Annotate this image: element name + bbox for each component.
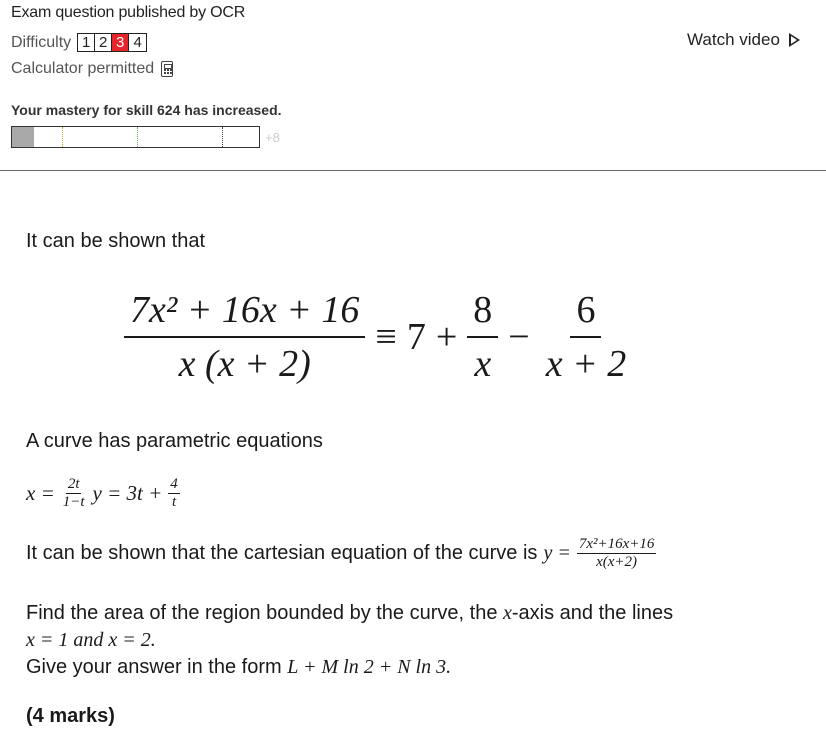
cartesian-line (26, 536, 656, 571)
identity-plus: + (435, 316, 458, 358)
param-y-fraction (168, 476, 180, 511)
fraction-1-denominator: x (474, 343, 492, 385)
calculator-row (11, 60, 173, 78)
answer-form-line (26, 656, 451, 679)
identity-lhs-numerator: 7x² + 16x + 16 (124, 288, 365, 338)
difficulty-label: Difficulty (11, 33, 72, 51)
difficulty-scale (77, 33, 147, 52)
mastery-marker-3 (222, 127, 223, 147)
identity-equiv: ≡ (375, 316, 397, 358)
find-x-symbol: x (503, 602, 512, 624)
find-text-part-1: Find the area of the region bounded by the curve, the (26, 602, 498, 624)
cartesian-numerator: 7x²+16x+16 (578, 536, 655, 552)
identity-fraction-2 (540, 288, 633, 386)
question-source: Exam question published by OCR (11, 4, 246, 21)
cartesian-denominator: x(x+2) (596, 554, 638, 570)
cartesian-text: It can be shown that the cartesian equation of the curve is (26, 542, 538, 564)
answer-form-text: Give your answer in the form (26, 656, 282, 678)
mastery-bar (11, 126, 260, 148)
param-x-fraction (61, 476, 87, 511)
mastery-message: Your mastery for skill 624 has increased. (11, 102, 282, 118)
play-icon (789, 33, 800, 47)
identity-minus: − (508, 316, 530, 358)
answer-form-expression: L + M ln 2 + N ln 3. (287, 656, 452, 678)
param-x-lhs: x = (26, 481, 55, 505)
watch-video-button[interactable] (687, 30, 800, 50)
mastery-bar-fill (12, 127, 34, 147)
param-x-numerator: 2t (67, 476, 80, 492)
marks: (4 marks) (26, 705, 115, 727)
identity-lhs-denominator: x (x + 2) (178, 343, 311, 385)
find-text-part-2: -axis and the lines (511, 602, 674, 624)
partial-fraction-identity (124, 288, 632, 386)
difficulty-level-3: 3 (112, 34, 129, 51)
cartesian-fraction (577, 536, 657, 571)
identity-constant: 7 (406, 316, 426, 358)
cartesian-lhs: y = (543, 542, 571, 564)
mastery-marker-2 (137, 127, 138, 147)
parametric-equations (26, 476, 180, 511)
difficulty-level-4: 4 (133, 34, 142, 51)
difficulty-level-1: 1 (78, 34, 95, 51)
identity-lhs-fraction (124, 288, 365, 386)
mastery-gain: +8 (265, 130, 280, 145)
intro-text: It can be shown that (26, 230, 206, 252)
param-y-lhs: y = 3t + (92, 481, 163, 505)
calculator-label: Calculator permitted (11, 60, 155, 77)
mastery-marker-1 (62, 127, 63, 147)
difficulty-level-2: 2 (95, 34, 112, 51)
find-area-text (26, 602, 673, 625)
bounding-lines: x = 1 and x = 2. (26, 629, 156, 651)
param-y-numerator: 4 (170, 476, 178, 492)
curve-text: A curve has parametric equations (26, 430, 323, 452)
difficulty-row (11, 33, 147, 52)
fraction-1-numerator: 8 (467, 288, 498, 338)
watch-video-label: Watch video (687, 30, 780, 49)
param-y-denominator: t (171, 494, 177, 510)
identity-fraction-1 (467, 288, 498, 386)
fraction-2-denominator: x + 2 (545, 343, 627, 385)
param-x-denominator: 1−t (62, 494, 85, 510)
fraction-2-numerator: 6 (570, 288, 601, 338)
question-header (0, 0, 826, 171)
calculator-icon (161, 61, 173, 77)
